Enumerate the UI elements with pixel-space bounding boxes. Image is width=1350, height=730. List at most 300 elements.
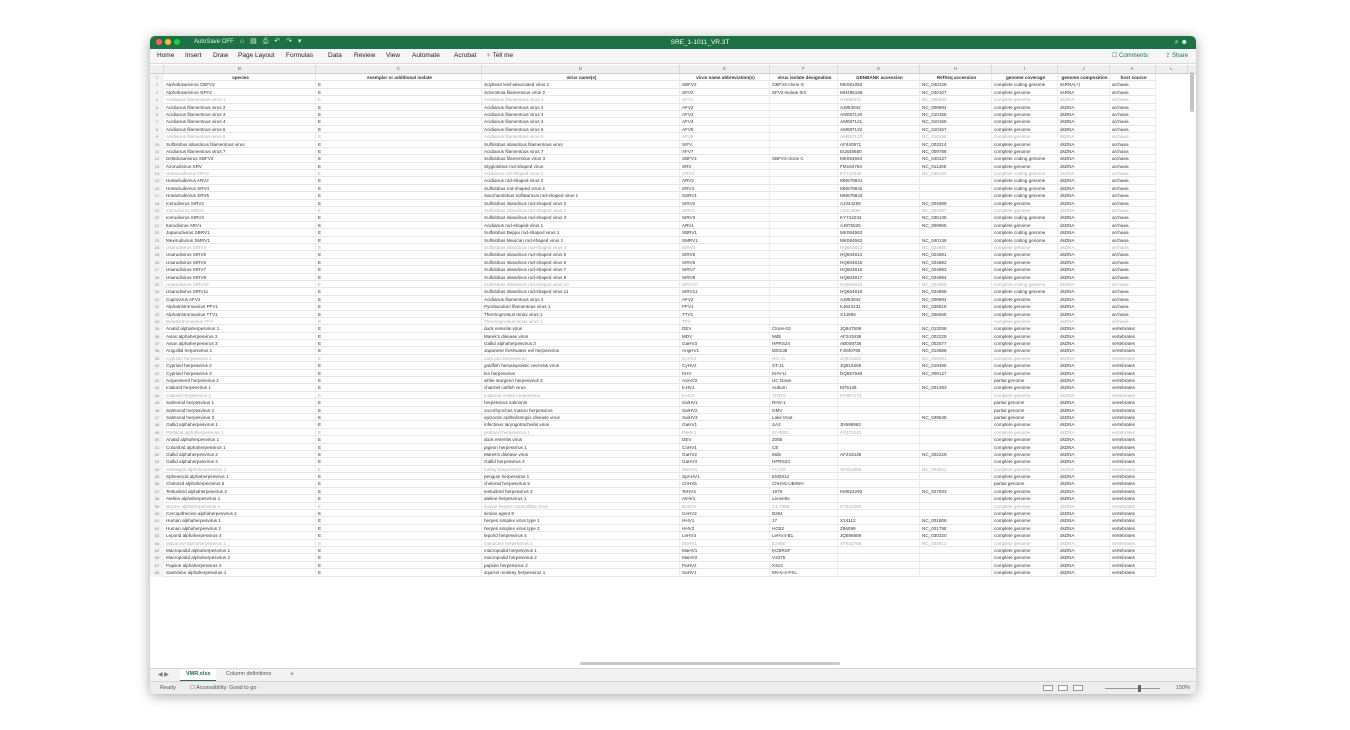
horizontal-scrollbar[interactable] bbox=[580, 662, 840, 665]
table-cell[interactable]: Gallid alphaherpesvirus 2 bbox=[164, 451, 316, 458]
table-cell[interactable]: Ictalurid herpesvirus 1 bbox=[164, 384, 316, 391]
page-break-view-icon[interactable] bbox=[1073, 685, 1083, 691]
table-cell[interactable]: Acidianus filamentous virus 6 bbox=[482, 133, 680, 140]
table-cell[interactable]: JQ596859 bbox=[838, 532, 920, 539]
row-number[interactable]: 42 bbox=[150, 377, 164, 384]
table-cell[interactable]: NC_024683 bbox=[920, 266, 992, 273]
table-cell[interactable]: E bbox=[316, 510, 482, 517]
table-cell[interactable]: E bbox=[316, 318, 482, 325]
comments-button[interactable]: ☐ Comments bbox=[1111, 53, 1148, 59]
table-cell[interactable]: psittacid herpesvirus 1 bbox=[482, 429, 680, 436]
table-cell[interactable]: Sulfolobus Mexican rod-shaped virus 1 bbox=[482, 237, 680, 244]
table-cell[interactable]: dsDNA bbox=[1058, 458, 1110, 465]
table-cell[interactable]: E bbox=[316, 296, 482, 303]
table-cell[interactable]: complete genome bbox=[992, 207, 1058, 214]
table-cell[interactable]: Cyprinid herpesvirus 2 bbox=[164, 362, 316, 369]
column-header[interactable]: L bbox=[1156, 65, 1188, 73]
table-cell[interactable]: Acidianus filamentous virus 6 bbox=[164, 133, 316, 140]
table-cell[interactable]: dsDNA bbox=[1058, 333, 1110, 340]
table-cell[interactable]: dsDNA bbox=[1058, 244, 1110, 251]
table-cell[interactable] bbox=[770, 96, 838, 103]
table-cell[interactable] bbox=[770, 259, 838, 266]
table-cell[interactable]: complete genome bbox=[992, 104, 1058, 111]
table-cell[interactable]: Sulfolobus islandicus rod-shaped virus 5 bbox=[482, 251, 680, 258]
table-cell[interactable]: dsDNA bbox=[1058, 540, 1110, 547]
table-cell[interactable]: complete genome bbox=[992, 96, 1058, 103]
table-cell[interactable]: AngHV1 bbox=[680, 347, 770, 354]
table-cell[interactable]: complete genome bbox=[992, 473, 1058, 480]
table-cell[interactable]: complete genome bbox=[992, 384, 1058, 391]
table-cell[interactable]: Acidianus filamentous virus 1 bbox=[164, 96, 316, 103]
table-cell[interactable]: herpes simplex virus type 2 bbox=[482, 525, 680, 532]
table-cell[interactable]: TTV1 bbox=[680, 311, 770, 318]
table-cell[interactable]: E bbox=[316, 207, 482, 214]
table-cell[interactable] bbox=[770, 118, 838, 125]
table-cell[interactable]: vertebrates bbox=[1110, 384, 1156, 391]
table-cell[interactable]: AJ344259 bbox=[838, 200, 920, 207]
row-number[interactable]: 2 bbox=[150, 81, 164, 88]
table-cell[interactable]: dsDNA bbox=[1058, 414, 1110, 421]
row-number[interactable]: 33 bbox=[150, 311, 164, 318]
table-cell[interactable]: SalHV1 bbox=[680, 399, 770, 406]
row-number[interactable]: 16 bbox=[150, 185, 164, 192]
table-cell[interactable]: archaea bbox=[1110, 318, 1156, 325]
table-cell[interactable]: KP967174 bbox=[838, 392, 920, 399]
table-cell[interactable]: dsDNA bbox=[1058, 222, 1110, 229]
table-cell[interactable]: NC_004812 bbox=[920, 540, 992, 547]
table-cell[interactable]: HQ604816 bbox=[838, 266, 920, 273]
table-cell[interactable] bbox=[770, 104, 838, 111]
table-cell[interactable]: dsDNA bbox=[1058, 266, 1110, 273]
table-cell[interactable]: LeHV4 bbox=[680, 532, 770, 539]
table-cell[interactable]: archaea bbox=[1110, 222, 1156, 229]
table-cell[interactable]: complete genome bbox=[992, 89, 1058, 96]
row-number[interactable]: 36 bbox=[150, 333, 164, 340]
table-cell[interactable]: Anatid alphaherpesvirus 1 bbox=[164, 325, 316, 332]
table-cell[interactable]: NC_024682 bbox=[920, 259, 992, 266]
table-cell[interactable]: E bbox=[316, 547, 482, 554]
row-number[interactable]: 23 bbox=[150, 237, 164, 244]
row-number[interactable]: 56 bbox=[150, 480, 164, 487]
table-cell[interactable] bbox=[920, 480, 992, 487]
table-cell[interactable] bbox=[770, 281, 838, 288]
table-cell[interactable]: Acidianus filamentous virus 5 bbox=[164, 126, 316, 133]
table-cell[interactable]: Z86099 bbox=[838, 525, 920, 532]
table-cell[interactable]: E bbox=[316, 495, 482, 502]
row-number[interactable]: 63 bbox=[150, 532, 164, 539]
table-cell[interactable]: archaea bbox=[1110, 311, 1156, 318]
table-cell[interactable] bbox=[770, 200, 838, 207]
row-number[interactable]: 14 bbox=[150, 170, 164, 177]
table-cell[interactable]: partial genome bbox=[992, 399, 1058, 406]
table-cell[interactable]: 17 bbox=[770, 517, 838, 524]
table-cell[interactable]: KY744235 bbox=[838, 170, 920, 177]
table-cell[interactable]: Sulfolobus islandicus rod-shaped virus 1 bbox=[482, 207, 680, 214]
table-cell[interactable]: E bbox=[316, 355, 482, 362]
table-cell[interactable]: dsDNA bbox=[1058, 214, 1110, 221]
table-cell[interactable]: infectious laryngotracheitis virus bbox=[482, 421, 680, 428]
table-cell[interactable]: partial genome bbox=[992, 414, 1058, 421]
table-cell[interactable]: vertebrates bbox=[1110, 444, 1156, 451]
table-cell[interactable]: NC_040128 bbox=[920, 81, 992, 88]
table-cell[interactable]: E bbox=[316, 562, 482, 569]
table-cell[interactable]: vertebrates bbox=[1110, 547, 1156, 554]
table-cell[interactable]: complete coding genome bbox=[992, 155, 1058, 162]
table-cell[interactable]: archaea bbox=[1110, 229, 1156, 236]
table-cell[interactable]: SSRV1 bbox=[680, 192, 770, 199]
table-cell[interactable] bbox=[770, 274, 838, 281]
table-cell[interactable]: Azorudivirus SRV bbox=[164, 163, 316, 170]
table-cell[interactable]: GaHV3 bbox=[680, 458, 770, 465]
ribbon-tab[interactable]: Formulas bbox=[286, 52, 314, 59]
close-dot-icon[interactable] bbox=[156, 39, 162, 45]
table-cell[interactable]: vertebrates bbox=[1110, 451, 1156, 458]
accessibility-status[interactable]: ☐ Accessibility: Good to go bbox=[190, 685, 257, 691]
table-cell[interactable]: Pyrobaculum filamentous virus 1 bbox=[482, 303, 680, 310]
table-cell[interactable]: complete genome bbox=[992, 200, 1058, 207]
table-cell[interactable]: complete coding genome bbox=[992, 237, 1058, 244]
table-cell[interactable]: Cyprinid herpesvirus 3 bbox=[164, 370, 316, 377]
table-cell[interactable]: Thermoproteus tenax virus 1 bbox=[482, 318, 680, 325]
table-cell[interactable]: 1976 bbox=[770, 488, 838, 495]
table-cell[interactable]: Sulfolobus islandicus rod-shaped virus 8 bbox=[482, 274, 680, 281]
table-cell[interactable]: dsDNA bbox=[1058, 510, 1110, 517]
table-cell[interactable] bbox=[838, 547, 920, 554]
table-cell[interactable]: E bbox=[316, 466, 482, 473]
table-cell[interactable]: V2375 bbox=[770, 554, 838, 561]
table-cell[interactable]: Sulfolobus islandicus rod-shaped virus 4 bbox=[482, 244, 680, 251]
table-cell[interactable]: DEV bbox=[680, 325, 770, 332]
row-number[interactable]: 58 bbox=[150, 495, 164, 502]
zoom-dot-icon[interactable] bbox=[174, 39, 180, 45]
table-cell[interactable]: AJ875026 bbox=[838, 222, 920, 229]
table-cell[interactable]: vertebrates bbox=[1110, 466, 1156, 473]
table-cell[interactable]: SIRV2 bbox=[680, 200, 770, 207]
table-cell[interactable]: archaea bbox=[1110, 170, 1156, 177]
table-cell[interactable]: NC_001493 bbox=[920, 384, 992, 391]
table-cell[interactable]: Sulfolobus islandicus rod-shaped virus 6 bbox=[482, 259, 680, 266]
row-number[interactable]: 15 bbox=[150, 177, 164, 184]
table-cell[interactable]: HHV1 bbox=[680, 517, 770, 524]
table-cell[interactable]: AFV6 bbox=[680, 133, 770, 140]
table-cell[interactable]: X14855 bbox=[838, 311, 920, 318]
table-cell[interactable]: BoHV2 bbox=[680, 503, 770, 510]
row-number[interactable]: 29 bbox=[150, 281, 164, 288]
table-cell[interactable]: Avian alphaherpesvirus 3 bbox=[164, 340, 316, 347]
table-cell[interactable]: MK081053 bbox=[838, 81, 920, 88]
vertical-scrollbar[interactable] bbox=[1190, 72, 1194, 112]
table-cell[interactable]: E bbox=[316, 554, 482, 561]
table-cell[interactable]: AF291866 bbox=[838, 466, 920, 473]
table-cell[interactable]: AFV4 bbox=[680, 118, 770, 125]
table-cell[interactable]: ARV2 bbox=[680, 177, 770, 184]
table-cell[interactable]: E bbox=[316, 399, 482, 406]
table-cell[interactable] bbox=[920, 192, 992, 199]
row-number[interactable]: 57 bbox=[150, 488, 164, 495]
table-cell[interactable]: E bbox=[316, 340, 482, 347]
table-cell[interactable]: Usarudivirus SIRV10 bbox=[164, 281, 316, 288]
table-cell[interactable] bbox=[838, 495, 920, 502]
row-number[interactable]: 67 bbox=[150, 562, 164, 569]
table-cell[interactable] bbox=[770, 177, 838, 184]
table-cell[interactable] bbox=[838, 436, 920, 443]
column-header[interactable]: J bbox=[1058, 65, 1110, 73]
table-cell[interactable]: complete genome bbox=[992, 251, 1058, 258]
table-cell[interactable]: Acidianus filamentous virus 1 bbox=[482, 96, 680, 103]
table-cell[interactable]: AM087121 bbox=[838, 118, 920, 125]
table-cell[interactable] bbox=[920, 444, 992, 451]
table-cell[interactable]: NC_024685 bbox=[920, 281, 992, 288]
table-cell[interactable]: complete genome bbox=[992, 244, 1058, 251]
table-cell[interactable] bbox=[770, 251, 838, 258]
table-cell[interactable]: E bbox=[316, 274, 482, 281]
ribbon-tab[interactable]: View bbox=[386, 52, 400, 59]
table-cell[interactable]: white sturgeon herpesvirus 2 bbox=[482, 377, 680, 384]
table-cell[interactable]: vertebrates bbox=[1110, 370, 1156, 377]
table-cell[interactable]: E bbox=[316, 473, 482, 480]
table-cell[interactable]: complete genome bbox=[992, 274, 1058, 281]
table-cell[interactable]: Acidianus filamentous virus 2 bbox=[482, 104, 680, 111]
table-cell[interactable]: dsDNA bbox=[1058, 444, 1110, 451]
table-cell[interactable]: dsDNA bbox=[1058, 503, 1110, 510]
table-cell[interactable]: macropodid herpesvirus 2 bbox=[482, 554, 680, 561]
table-cell[interactable] bbox=[770, 163, 838, 170]
table-cell[interactable]: dsDNA bbox=[1058, 155, 1110, 162]
table-cell[interactable]: Ateline alphaherpesvirus 1 bbox=[164, 495, 316, 502]
table-cell[interactable]: dsDNA bbox=[1058, 259, 1110, 266]
table-cell[interactable]: NC_035134 bbox=[920, 170, 992, 177]
table-cell[interactable] bbox=[920, 407, 992, 414]
row-number[interactable]: 41 bbox=[150, 370, 164, 377]
table-cell[interactable]: CoHV1 bbox=[680, 444, 770, 451]
table-cell[interactable]: dsDNA bbox=[1058, 480, 1110, 487]
table-cell[interactable]: complete genome bbox=[992, 525, 1058, 532]
table-cell[interactable]: E bbox=[316, 532, 482, 539]
table-cell[interactable]: Testudinid alphaherpesvirus 3 bbox=[164, 488, 316, 495]
table-cell[interactable]: CBFV2-clone G bbox=[770, 81, 838, 88]
table-cell[interactable]: Macropodid alphaherpesvirus 2 bbox=[164, 554, 316, 561]
zoom-slider-thumb[interactable] bbox=[1138, 685, 1141, 692]
table-cell[interactable]: complete genome bbox=[992, 296, 1058, 303]
table-cell[interactable]: species bbox=[164, 74, 316, 81]
table-cell[interactable]: Acidianus filamentous virus 5 bbox=[482, 126, 680, 133]
row-number[interactable]: 34 bbox=[150, 318, 164, 325]
table-cell[interactable]: dsDNA bbox=[1058, 104, 1110, 111]
table-cell[interactable]: EM2014 bbox=[770, 473, 838, 480]
table-cell[interactable]: HQ604815 bbox=[838, 259, 920, 266]
column-header[interactable]: C bbox=[316, 65, 482, 73]
minimize-dot-icon[interactable] bbox=[165, 39, 171, 45]
table-cell[interactable]: Gallid alphaherpesvirus 3 bbox=[482, 340, 680, 347]
row-number[interactable]: 46 bbox=[150, 407, 164, 414]
table-cell[interactable]: Usarudivirus SIRV8 bbox=[164, 274, 316, 281]
table-cell[interactable]: E bbox=[316, 303, 482, 310]
table-cell[interactable]: partial genome bbox=[992, 377, 1058, 384]
row-number[interactable]: 61 bbox=[150, 517, 164, 524]
table-cell[interactable]: archaea bbox=[1110, 303, 1156, 310]
table-cell[interactable]: Leporid alphaherpesvirus 4 bbox=[164, 532, 316, 539]
table-cell[interactable]: SIRV4 bbox=[680, 244, 770, 251]
table-cell[interactable]: archaea bbox=[1110, 237, 1156, 244]
table-cell[interactable] bbox=[770, 111, 838, 118]
table-cell[interactable]: AFV7 bbox=[680, 148, 770, 155]
sheet-nav-buttons[interactable]: ◀ ▶ bbox=[158, 672, 169, 678]
ribbon-tab[interactable]: Insert bbox=[185, 52, 202, 59]
table-cell[interactable]: E2490 bbox=[770, 540, 838, 547]
table-cell[interactable]: NG-J1 bbox=[770, 355, 838, 362]
table-cell[interactable]: TeHV3 bbox=[680, 488, 770, 495]
table-cell[interactable]: AJ414696 bbox=[838, 207, 920, 214]
table-cell[interactable]: SRV4 bbox=[680, 185, 770, 192]
table-cell[interactable]: Salmonid herpesvirus 2 bbox=[164, 407, 316, 414]
row-number[interactable]: 47 bbox=[150, 414, 164, 421]
table-cell[interactable]: dsDNA bbox=[1058, 325, 1110, 332]
table-cell[interactable] bbox=[770, 133, 838, 140]
table-cell[interactable]: archaea bbox=[1110, 259, 1156, 266]
ribbon-tab[interactable]: ♀ Tell me bbox=[486, 52, 514, 59]
table-cell[interactable] bbox=[770, 222, 838, 229]
table-cell[interactable]: Acidianus filamentous virus 7 bbox=[164, 148, 316, 155]
table-cell[interactable]: complete genome bbox=[992, 503, 1058, 510]
table-cell[interactable]: E bbox=[316, 141, 482, 148]
row-number[interactable]: 50 bbox=[150, 436, 164, 443]
table-cell[interactable]: complete genome bbox=[992, 488, 1058, 495]
table-cell[interactable]: complete coding genome bbox=[992, 177, 1058, 184]
table-cell[interactable]: KM924293 bbox=[838, 488, 920, 495]
table-cell[interactable]: E bbox=[316, 185, 482, 192]
table-cell[interactable]: E bbox=[316, 214, 482, 221]
table-cell[interactable]: ssRNA bbox=[1058, 89, 1110, 96]
table-cell[interactable] bbox=[920, 399, 992, 406]
table-cell[interactable]: M75136 bbox=[838, 384, 920, 391]
table-cell[interactable]: Usarudivirus SIRV4 bbox=[164, 244, 316, 251]
table-cell[interactable]: AM087120 bbox=[838, 111, 920, 118]
table-cell[interactable]: complete genome bbox=[992, 126, 1058, 133]
row-number[interactable]: 13 bbox=[150, 163, 164, 170]
table-cell[interactable]: NC_010156 bbox=[920, 118, 992, 125]
table-cell[interactable]: AM087122 bbox=[838, 126, 920, 133]
table-cell[interactable]: Acipenserid herpesvirus 2 bbox=[164, 377, 316, 384]
table-cell[interactable]: archaea bbox=[1110, 185, 1156, 192]
table-cell[interactable]: HHV2 bbox=[680, 525, 770, 532]
table-cell[interactable]: archaea bbox=[1110, 214, 1156, 221]
table-cell[interactable]: Acidianus filamentous virus 3 bbox=[164, 111, 316, 118]
row-number[interactable]: 4 bbox=[150, 96, 164, 103]
table-cell[interactable]: AF533768 bbox=[838, 540, 920, 547]
table-cell[interactable]: Mexirudivirus SMRV1 bbox=[164, 237, 316, 244]
table-cell[interactable]: complete coding genome bbox=[992, 192, 1058, 199]
table-cell[interactable]: MV-5-4-PSL bbox=[770, 569, 838, 576]
table-cell[interactable]: Macacine alphaherpesvirus 1 bbox=[164, 540, 316, 547]
table-cell[interactable]: penguin herpesvirus 1 bbox=[482, 473, 680, 480]
table-cell[interactable]: dsDNA bbox=[1058, 148, 1110, 155]
sheet-tab-column-definitions[interactable]: Column definitions bbox=[226, 671, 272, 677]
table-cell[interactable]: complete genome bbox=[992, 532, 1058, 539]
table-cell[interactable]: vertebrates bbox=[1110, 392, 1156, 399]
table-cell[interactable]: E bbox=[316, 148, 482, 155]
row-number[interactable]: 53 bbox=[150, 458, 164, 465]
table-cell[interactable]: Sulfolobus islandicus rod-shaped virus 3 bbox=[482, 214, 680, 221]
ribbon-tab[interactable]: Review bbox=[354, 52, 376, 59]
table-cell[interactable]: NC_009786 bbox=[920, 148, 992, 155]
table-cell[interactable]: Psittacid alphaherpesvirus 1 bbox=[164, 429, 316, 436]
table-cell[interactable]: complete genome bbox=[992, 347, 1058, 354]
table-cell[interactable]: dsDNA bbox=[1058, 362, 1110, 369]
table-cell[interactable]: complete genome bbox=[992, 325, 1058, 332]
table-cell[interactable] bbox=[920, 503, 992, 510]
table-cell[interactable]: vertebrates bbox=[1110, 458, 1156, 465]
table-cell[interactable]: dsDNA bbox=[1058, 347, 1110, 354]
table-cell[interactable]: E bbox=[316, 517, 482, 524]
table-cell[interactable]: E bbox=[316, 266, 482, 273]
table-cell[interactable] bbox=[770, 207, 838, 214]
table-cell[interactable]: dsDNA bbox=[1058, 192, 1110, 199]
table-cell[interactable] bbox=[920, 177, 992, 184]
share-button[interactable]: ⇪ Share bbox=[1165, 53, 1188, 59]
search-icon[interactable]: ⌕ ☻ bbox=[1174, 39, 1188, 46]
table-cell[interactable]: KHV-U bbox=[770, 370, 838, 377]
table-cell[interactable]: NC_009884 bbox=[920, 296, 992, 303]
table-cell[interactable]: carp pox herpesvirus bbox=[482, 355, 680, 362]
table-cell[interactable]: complete genome bbox=[992, 444, 1058, 451]
table-cell[interactable]: HQ604819 bbox=[838, 288, 920, 295]
table-cell[interactable]: AFV3 bbox=[680, 111, 770, 118]
table-cell[interactable]: vertebrates bbox=[1110, 540, 1156, 547]
table-cell[interactable]: complete genome bbox=[992, 148, 1058, 155]
table-cell[interactable]: MN876842 bbox=[838, 185, 920, 192]
table-cell[interactable]: squirrel monkey herpesvirus 1 bbox=[482, 569, 680, 576]
table-cell[interactable]: NC_024684 bbox=[920, 274, 992, 281]
table-cell[interactable]: vertebrates bbox=[1110, 399, 1156, 406]
table-cell[interactable]: AJ854042 bbox=[838, 104, 920, 111]
table-cell[interactable]: SIRV7 bbox=[680, 266, 770, 273]
table-cell[interactable]: Usarudivirus SIRV6 bbox=[164, 259, 316, 266]
table-cell[interactable]: complete genome bbox=[992, 355, 1058, 362]
row-number[interactable]: 3 bbox=[150, 89, 164, 96]
table-cell[interactable]: channel catfish virus bbox=[482, 384, 680, 391]
table-cell[interactable]: HPRS24 bbox=[770, 340, 838, 347]
table-cell[interactable]: archaea bbox=[1110, 192, 1156, 199]
table-cell[interactable]: dsDNA bbox=[1058, 473, 1110, 480]
table-cell[interactable]: AY695371 bbox=[838, 96, 920, 103]
table-cell[interactable] bbox=[920, 436, 992, 443]
table-cell[interactable]: E bbox=[316, 311, 482, 318]
table-cell[interactable]: TH176 bbox=[770, 392, 838, 399]
row-number[interactable]: 51 bbox=[150, 444, 164, 451]
column-header[interactable]: I bbox=[992, 65, 1058, 73]
table-cell[interactable]: UC Davis bbox=[770, 377, 838, 384]
table-cell[interactable]: vertebrates bbox=[1110, 554, 1156, 561]
table-cell[interactable]: Hoswirudivirus ARV3 bbox=[164, 170, 316, 177]
table-cell[interactable]: NC_040137 bbox=[920, 155, 992, 162]
table-cell[interactable]: dsDNA bbox=[1058, 207, 1110, 214]
table-cell[interactable]: duck enteritis virus bbox=[482, 436, 680, 443]
row-number[interactable]: 49 bbox=[150, 429, 164, 436]
table-cell[interactable] bbox=[920, 229, 992, 236]
ribbon-tab[interactable]: Home bbox=[157, 52, 175, 59]
ribbon-tab[interactable]: Acrobat bbox=[454, 52, 477, 59]
table-cell[interactable]: AF440571 bbox=[838, 141, 920, 148]
table-cell[interactable]: NC_009884 bbox=[920, 104, 992, 111]
table-cell[interactable]: E bbox=[316, 81, 482, 88]
table-cell[interactable]: vertebrates bbox=[1110, 525, 1156, 532]
table-cell[interactable] bbox=[920, 547, 992, 554]
table-cell[interactable]: Captovirus AFV2 bbox=[164, 296, 316, 303]
table-cell[interactable]: dsDNA bbox=[1058, 163, 1110, 170]
table-cell[interactable]: MH495158 bbox=[838, 89, 920, 96]
table-cell[interactable]: KHV bbox=[680, 370, 770, 377]
table-cell[interactable]: NC_013036 bbox=[920, 325, 992, 332]
